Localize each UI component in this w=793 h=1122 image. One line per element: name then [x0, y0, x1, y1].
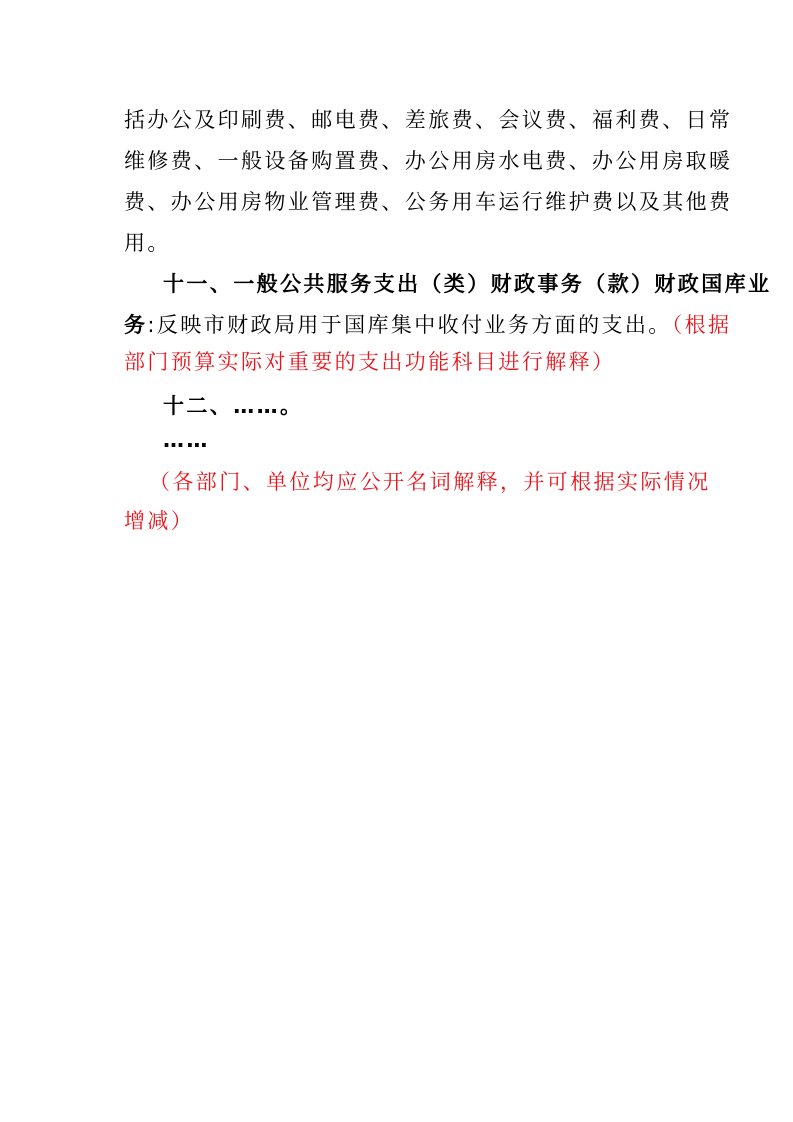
section-11-body-line — [124, 310, 731, 340]
paragraph-line-4: 用。 — [124, 231, 171, 255]
section-11-note-end: 部门预算实际对重要的支出功能科目进行解释） — [124, 350, 616, 374]
paragraph-line-3: 费、办公用房物业管理费、公务用车运行维护费以及其他费 — [124, 190, 733, 214]
paragraph-line-1: 括办公及印刷费、邮电费、差旅费、会议费、福利费、日常 — [124, 108, 733, 132]
closing-note-line-2: 增减） — [124, 509, 195, 533]
ellipsis-line: …… — [163, 428, 210, 452]
paragraph-line-2: 维修费、一般设备购置费、办公用房水电费、办公用房取暖 — [124, 149, 733, 173]
section-11-heading: 十一、一般公共服务支出（类）财政事务（款）财政国库业 — [163, 272, 772, 296]
closing-note-line-1: （各部门、单位均应公开名词解释，并可根据实际情况 — [149, 470, 711, 494]
section-11-body: :反映市财政局用于国库集中收付业务方面的支出。 — [147, 313, 672, 337]
section-11-heading-end: 务 — [124, 313, 148, 337]
section-12-heading: 十二、……。 — [163, 394, 304, 418]
section-11-note-start: （根据 — [671, 313, 732, 337]
